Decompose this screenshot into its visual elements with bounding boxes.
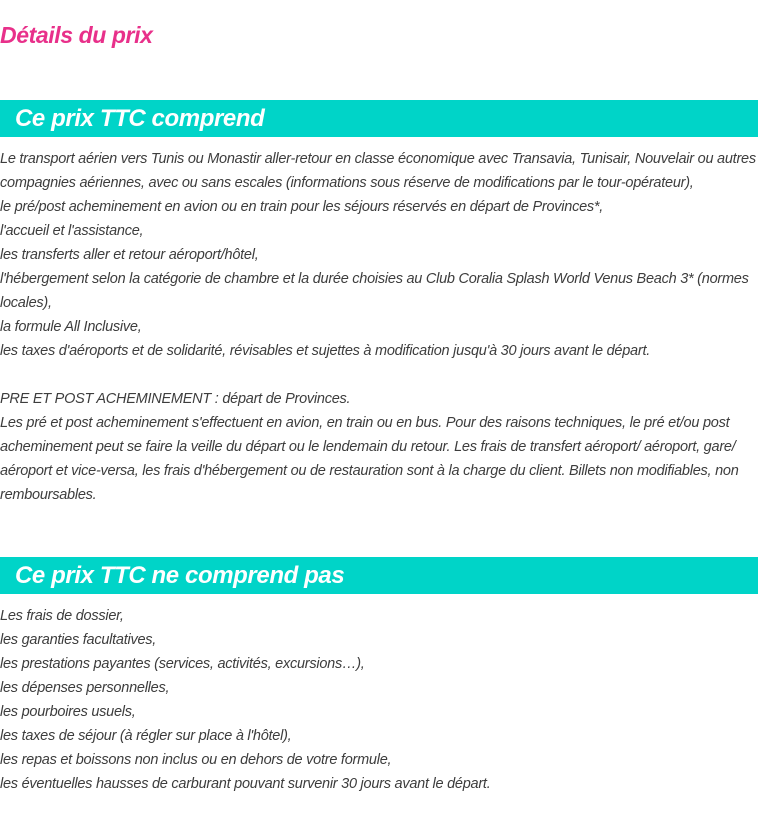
includes-item: les transferts aller et retour aéroport/hôtel,: [0, 247, 259, 263]
page-title: Détails du prix: [0, 22, 153, 48]
excludes-item: les éventuelles hausses de carburant pouvant survenir 30 jours avant le départ.: [0, 776, 491, 792]
includes-heading: Ce prix TTC comprend: [15, 105, 265, 132]
includes-item: l'accueil et l'assistance,: [0, 223, 144, 239]
excludes-item: Les frais de dossier,: [0, 608, 124, 624]
includes-item: les taxes d'aéroports et de solidarité, révisables et sujettes à modification jusqu'à 30 jours avant le départ.: [0, 343, 650, 359]
excludes-section-header: [0, 557, 758, 594]
includes-section-header: [0, 100, 758, 137]
includes-list: [0, 147, 758, 363]
pre-post-acheminement-block: [0, 387, 758, 507]
includes-item: la formule All Inclusive,: [0, 319, 142, 335]
includes-item: l'hébergement selon la catégorie de chambre et la durée choisies au Club Coralia Splash World Venus Beach 3* (normes locales),: [0, 271, 749, 311]
excludes-item: les repas et boissons non inclus ou en dehors de votre formule,: [0, 752, 392, 768]
excludes-item: les pourboires usuels,: [0, 704, 136, 720]
pre-post-title: PRE ET POST ACHEMINEMENT : départ de Provinces.: [0, 391, 351, 407]
excludes-item: les prestations payantes (services, activités, excursions…),: [0, 656, 365, 672]
excludes-list: [0, 604, 758, 796]
excludes-item: les dépenses personnelles,: [0, 680, 170, 696]
excludes-item: les garanties facultatives,: [0, 632, 157, 648]
includes-item: Le transport aérien vers Tunis ou Monastir aller-retour en classe économique avec Transavia, Tunisair, Nouvelair ou autres compagnies aériennes, avec ou sans escales (informations sous réserve de modifications par le tour-opérateur),: [0, 151, 756, 191]
pre-post-text: Les pré et post acheminement s'effectuent en avion, en train ou en bus. Pour des raisons techniques, le pré et/ou post acheminement peut se faire la veille du départ ou le lendemain du retour. Les frais de transfert aéroport/ aéroport, gare/ aéroport et vice-versa, les frais d'hébergement ou de restauration sont à la charge du client. Billets non modifiables, non remboursables.: [0, 415, 739, 503]
excludes-heading: Ce prix TTC ne comprend pas: [15, 562, 345, 589]
includes-item: le pré/post acheminement en avion ou en train pour les séjours réservés en départ de Provinces*,: [0, 199, 604, 215]
excludes-item: les taxes de séjour (à régler sur place à l'hôtel),: [0, 728, 292, 744]
